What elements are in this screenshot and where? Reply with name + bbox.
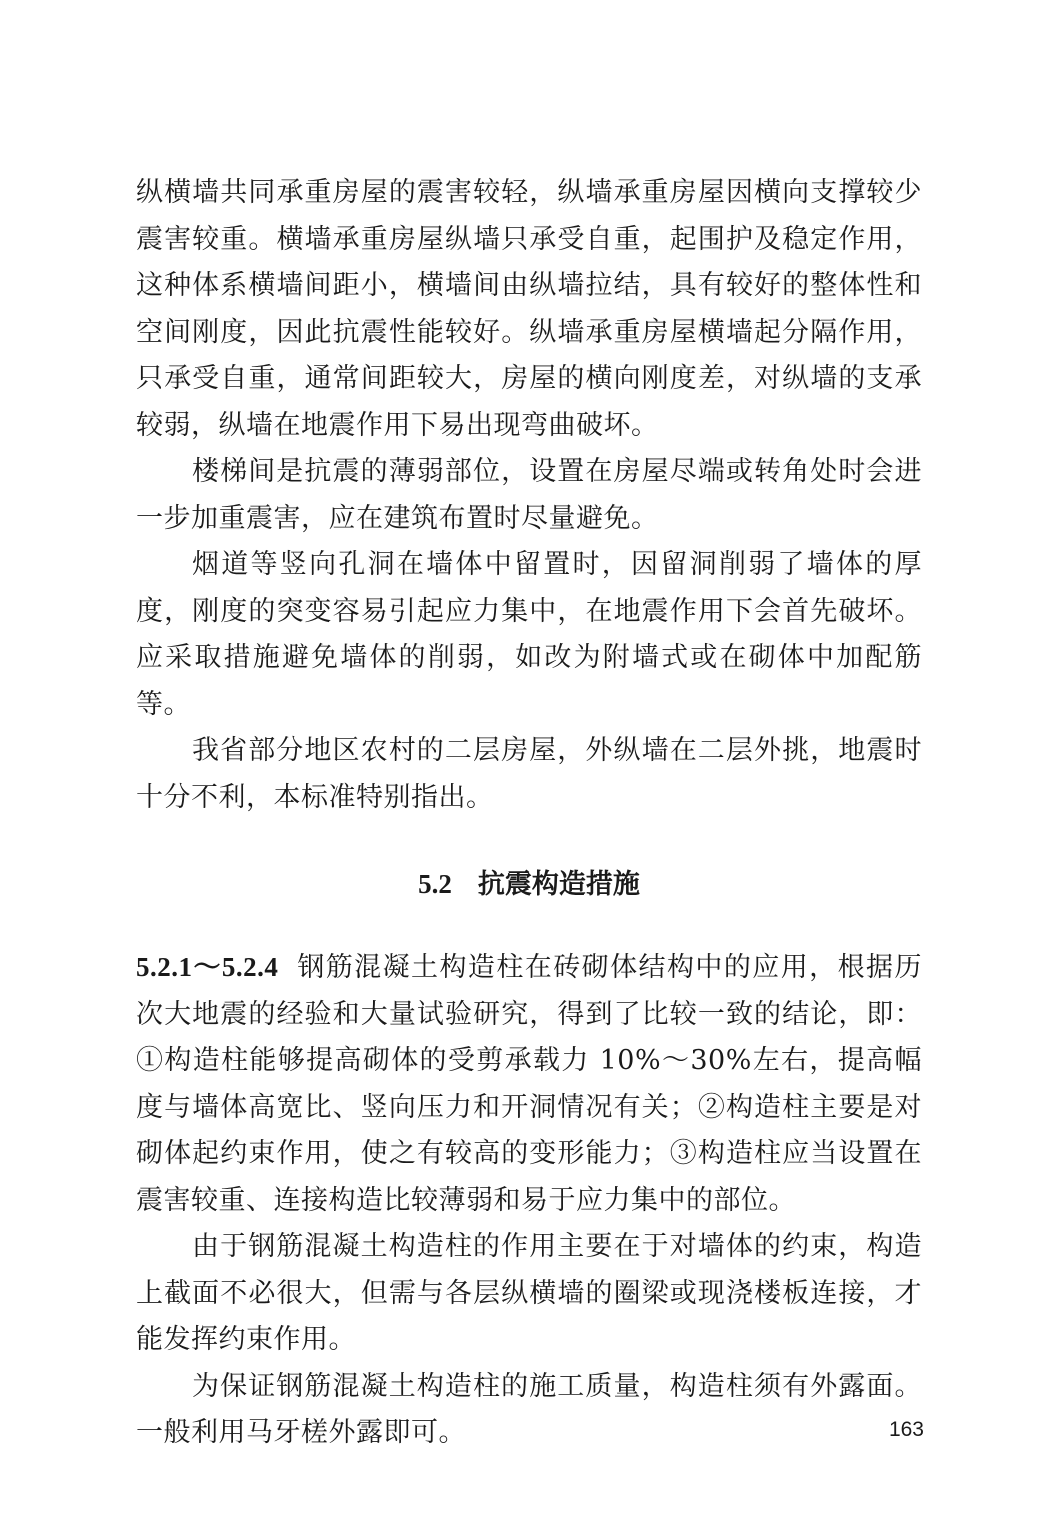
- paragraph-flue-openings: 烟道等竖向孔洞在墙体中留置时，因留洞削弱了墙体的厚度，刚度的突变容易引起应力集中，在地震作用下会首先破坏。应采取措施避免墙体的削弱，如改为附墙式或在砌体中加配筋等。: [136, 549, 922, 720]
- paragraph-wall-bearing: 纵横墙共同承重房屋的震害较轻，纵墙承重房屋因横向支撑较少震害较重。横墙承重房屋纵墙只承受自重，起围护及稳定作用，这种体系横墙间距小，横墙间由纵墙拉结，具有较好的整体性和空间刚度，因此抗震性能较好。纵墙承重房屋横墙起分隔作用，只承受自重，通常间距较大，房屋的横向刚度差，对纵墙的支承较弱，纵墙在地震作用下易出现弯曲破坏。: [136, 177, 922, 441]
- clause-text: 钢筋混凝土构造柱在砖砌体结构中的应用，根据历次大地震的经验和大量试验研究，得到了比较一致的结论，即：①构造柱能够提高砌体的受剪承载力 10%～30%左右，提高幅度与墙体高宽比、竖向压力和开洞情况有关；②构造柱主要是对砌体起约束作用，使之有较高的变形能力；③构造柱应当设置在震害较重、连接构造比较薄弱和易于应力集中的部位。: [136, 952, 922, 1216]
- paragraph-column-section: 由于钢筋混凝土构造柱的作用主要在于对墙体的约束，构造上截面不必很大，但需与各层纵横墙的圈梁或现浇楼板连接，才能发挥约束作用。: [136, 1231, 922, 1355]
- section-heading: [136, 861, 922, 908]
- paragraph-construction-quality: 为保证钢筋混凝土构造柱的施工质量，构造柱须有外露面。一般利用马牙槎外露即可。: [136, 1370, 922, 1448]
- section-number: 5.2: [418, 869, 452, 899]
- page-number: 163: [888, 1418, 924, 1441]
- clause-number: 5.2.1～5.2.4: [136, 952, 279, 982]
- paragraph-cantilever-walls: 我省部分地区农村的二层房屋，外纵墙在二层外挑，地震时十分不利，本标准特别指出。: [136, 735, 922, 813]
- page-body: [136, 170, 922, 1457]
- clause-paragraph: [136, 944, 922, 1224]
- paragraph-stairwell: 楼梯间是抗震的薄弱部位，设置在房屋尽端或转角处时会进一步加重震害，应在建筑布置时尽量避免。: [136, 456, 922, 534]
- section-title: 抗震构造措施: [477, 869, 640, 900]
